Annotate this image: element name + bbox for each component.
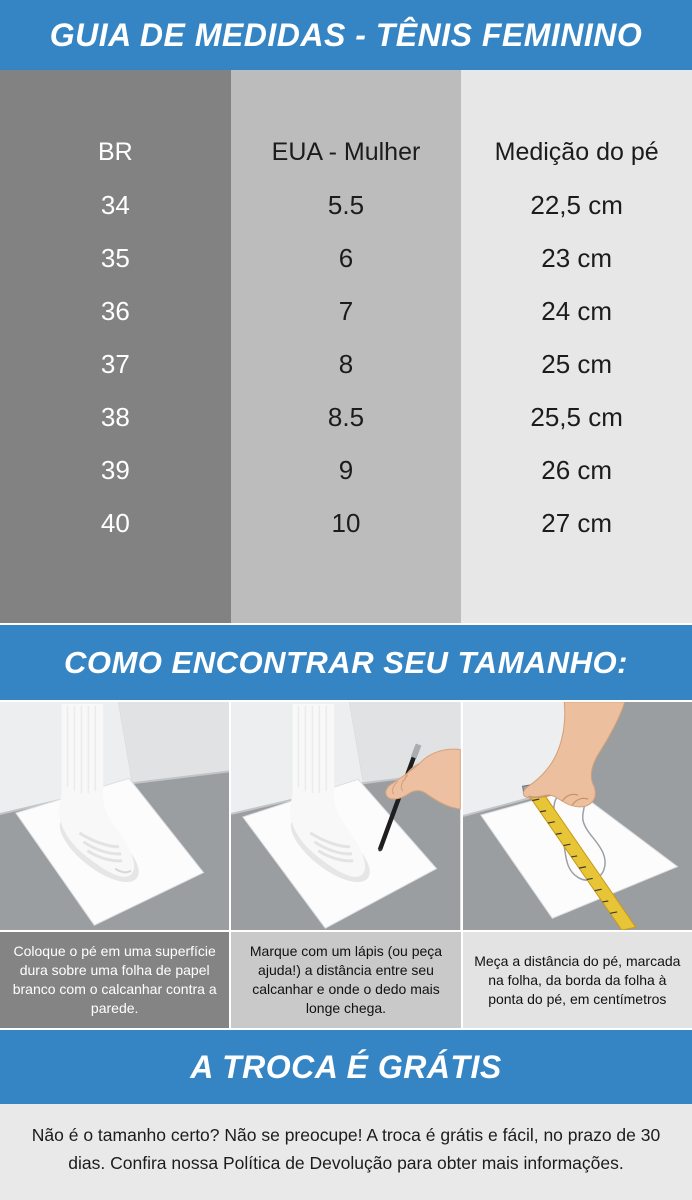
size-table-column-medicao [461,70,692,623]
how-to-banner [0,625,692,700]
size-table-column-eua [231,70,462,623]
size-cell-br: 38 [100,402,130,432]
wall-right-shape [118,702,229,783]
size-cell-medicao: 23 cm [541,243,613,273]
size-cell-eua: 8 [338,349,354,379]
size-cell-medicao: 25 cm [541,349,613,379]
size-cell-medicao: 22,5 cm [530,190,623,220]
step1-caption: Coloque o pé em uma superfície dura sobre uma folha de papel branco com o calcanhar contra a parede. [0,932,229,1028]
size-cell-eua: 8.5 [327,402,365,432]
size-cell-medicao: 24 cm [541,296,613,326]
size-cell-eua: 5.5 [327,190,365,220]
size-cell-br: 34 [100,190,130,220]
how-to-title: COMO ENCONTRAR SEU TAMANHO: [63,644,628,680]
size-cell-br: 37 [100,349,130,379]
step3-caption: Meça a distância do pé, marcada na folha, da borda da folha à ponta do pé, em centímetros [463,932,692,1028]
size-cell-medicao: 25,5 cm [530,402,623,432]
size-cell-eua: 10 [331,508,361,538]
column-header-medicao: Medição do pé [494,138,659,166]
size-cell-br: 40 [100,508,130,538]
step2-caption: Marque com um lápis (ou peça ajuda!) a distância entre seu calcanhar e onde o dedo mais longe chega. [231,932,460,1028]
pencil-tip [379,848,382,851]
exchange-title: A TROCA É GRÁTIS [190,1048,502,1085]
size-cell-br: 36 [100,296,130,326]
size-cell-br: 35 [100,243,130,273]
column-header-eua: EUA - Mulher [271,138,421,166]
column-header-br: BR [97,138,133,166]
page-title-banner [0,0,692,70]
step3-photo [463,702,692,930]
step2-photo [231,702,460,930]
size-cell-medicao: 27 cm [541,508,613,538]
step1-photo [0,702,229,930]
size-cell-br: 39 [100,455,130,485]
instruction-photos [0,702,692,930]
exchange-banner [0,1030,692,1104]
foot-on-paper-photo [0,702,229,930]
size-cell-eua: 9 [338,455,354,485]
size-table-column-br [0,70,231,623]
mark-with-pencil-photo [231,702,460,930]
step-captions [0,932,692,1028]
footer-text: Não é o tamanho certo? Não se preocupe! A troca é grátis e fácil, no prazo de 30 dias. Confira nossa Política de Devolução para obter mais informações. [31,1125,661,1173]
page-title: GUIA DE MEDIDAS - TÊNIS FEMININO [49,16,643,53]
size-cell-medicao: 26 cm [541,455,613,485]
size-cell-eua: 7 [338,296,354,326]
measure-with-tape-photo [463,702,692,930]
footer-note [0,1104,692,1200]
size-table [0,70,692,623]
size-cell-eua: 6 [338,243,354,273]
